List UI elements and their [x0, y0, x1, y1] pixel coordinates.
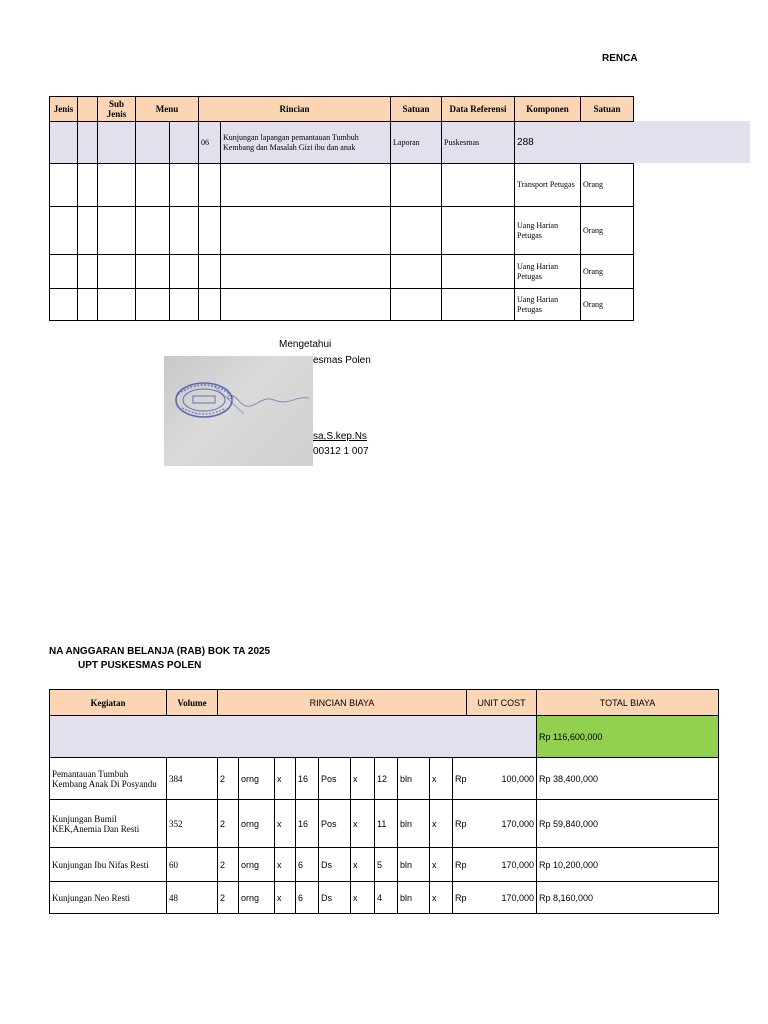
table-row — [50, 164, 634, 207]
currency-cell: Rp — [453, 882, 467, 914]
total-cell: Rp 59,840,000 — [537, 800, 719, 848]
unit-cell: Pos — [319, 758, 351, 800]
col-header-sub-jenis: Sub Jenis — [98, 97, 136, 122]
qty-cell: 6 — [296, 848, 319, 882]
times-cell: x — [430, 882, 453, 914]
budget-header-row — [50, 690, 719, 716]
row-rincian: Kunjungan lapangan pemantauan Tumbuh Kembang dan Masalah Gizi ibu dan anak — [221, 122, 391, 164]
table-row — [50, 122, 634, 164]
qty-cell: 4 — [375, 882, 398, 914]
volume-cell: 352 — [167, 800, 218, 848]
table-row — [50, 255, 634, 289]
times-cell: x — [275, 758, 296, 800]
col-header-total-biaya: TOTAL BIAYA — [537, 690, 719, 716]
volume-cell: 384 — [167, 758, 218, 800]
kegiatan-cell: Kunjungan Bumil KEK,Anemia Dan Resti — [50, 800, 167, 848]
times-cell: x — [275, 882, 296, 914]
row-satuan: Orang — [581, 164, 634, 207]
qty-cell: 6 — [296, 882, 319, 914]
col-header-data-referensi: Data Referensi — [442, 97, 515, 122]
signature-org: esmas Polen — [313, 355, 371, 366]
row-satuan: Orang — [581, 255, 634, 289]
qty-cell: 11 — [375, 800, 398, 848]
unit-cost-cell: 100,000 — [467, 758, 537, 800]
rincian-table — [49, 96, 634, 321]
unit-cell: orng — [239, 848, 275, 882]
times-cell: x — [351, 882, 375, 914]
budget-title-line2: UPT PUSKESMAS POLEN — [78, 660, 202, 671]
volume-cell: 60 — [167, 848, 218, 882]
table-row — [50, 848, 719, 882]
unit-cell: bln — [398, 758, 430, 800]
col-header-rincian-biaya: RINCIAN BIAYA — [218, 690, 467, 716]
qty-cell: 5 — [375, 848, 398, 882]
times-cell: x — [351, 848, 375, 882]
official-stamp-icon — [164, 356, 313, 466]
times-cell: x — [430, 758, 453, 800]
col-header-unit-cost: UNIT COST — [467, 690, 537, 716]
col-header-satuan-2: Satuan — [581, 97, 634, 122]
times-cell: x — [430, 800, 453, 848]
stamp-photo — [164, 356, 313, 466]
total-cell: Rp 8,160,000 — [537, 882, 719, 914]
times-cell: x — [351, 800, 375, 848]
unit-cell: bln — [398, 800, 430, 848]
times-cell: x — [430, 848, 453, 882]
col-header-kegiatan: Kegiatan — [50, 690, 167, 716]
table-row — [50, 207, 634, 255]
unit-cell: Pos — [319, 800, 351, 848]
unit-cell: orng — [239, 882, 275, 914]
table-row — [50, 800, 719, 848]
grand-total-row — [50, 716, 719, 758]
qty-cell: 2 — [218, 800, 239, 848]
unit-cell: Ds — [319, 848, 351, 882]
row-komponen: 288 — [515, 122, 634, 164]
unit-cell: orng — [239, 758, 275, 800]
unit-cell: Ds — [319, 882, 351, 914]
qty-cell: 2 — [218, 882, 239, 914]
qty-cell: 16 — [296, 800, 319, 848]
row-komponen: Transport Petugas — [515, 164, 581, 207]
row-data-referensi: Puskesmas — [442, 122, 515, 164]
col-header-jenis: Jenis — [50, 97, 78, 122]
times-cell: x — [275, 800, 296, 848]
unit-cell: bln — [398, 882, 430, 914]
budget-table — [49, 689, 719, 914]
unit-cell: orng — [239, 800, 275, 848]
col-header-rincian: Rincian — [199, 97, 391, 122]
row-komponen: Uang Harian Petugas — [515, 289, 581, 321]
unit-cost-cell: 170,000 — [467, 848, 537, 882]
table-row — [50, 882, 719, 914]
col-header-komponen: Komponen — [515, 97, 581, 122]
table-row — [50, 289, 634, 321]
grand-total-value: Rp 116,600,000 — [537, 716, 719, 758]
qty-cell: 2 — [218, 758, 239, 800]
times-cell: x — [275, 848, 296, 882]
times-cell: x — [351, 758, 375, 800]
total-cell: Rp 10,200,000 — [537, 848, 719, 882]
budget-title-line1: NA ANGGARAN BELANJA (RAB) BOK TA 2025 — [49, 646, 271, 657]
qty-cell: 12 — [375, 758, 398, 800]
rincian-header-row — [50, 97, 634, 122]
unit-cell: bln — [398, 848, 430, 882]
currency-cell: Rp — [453, 758, 467, 800]
row-code: 06 — [199, 122, 221, 164]
table-row — [50, 758, 719, 800]
unit-cost-cell: 170,000 — [467, 882, 537, 914]
currency-cell: Rp — [453, 848, 467, 882]
row-satuan: Laporan — [391, 122, 442, 164]
unit-cost-cell: 170,000 — [467, 800, 537, 848]
row-komponen: Uang Harian Petugas — [515, 207, 581, 255]
col-header-volume: Volume — [167, 690, 218, 716]
row-satuan: Orang — [581, 207, 634, 255]
signature-nip: 00312 1 007 — [313, 446, 369, 457]
total-cell: Rp 38,400,000 — [537, 758, 719, 800]
row-satuan: Orang — [581, 289, 634, 321]
volume-cell: 48 — [167, 882, 218, 914]
signature-name: sa,S.kep.Ns — [313, 431, 367, 442]
kegiatan-cell: Kunjungan Ibu Nifas Resti — [50, 848, 167, 882]
kegiatan-cell: Kunjungan Neo Resti — [50, 882, 167, 914]
col-header-menu: Menu — [136, 97, 199, 122]
kegiatan-cell: Pemantauan Tumbuh Kembang Anak Di Posyandu — [50, 758, 167, 800]
row-komponen: Uang Harian Petugas — [515, 255, 581, 289]
page-title-partial: RENCA — [602, 53, 638, 64]
mengetahui-label: Mengetahui — [279, 339, 332, 350]
qty-cell: 16 — [296, 758, 319, 800]
col-header-satuan: Satuan — [391, 97, 442, 122]
currency-cell: Rp — [453, 800, 467, 848]
qty-cell: 2 — [218, 848, 239, 882]
